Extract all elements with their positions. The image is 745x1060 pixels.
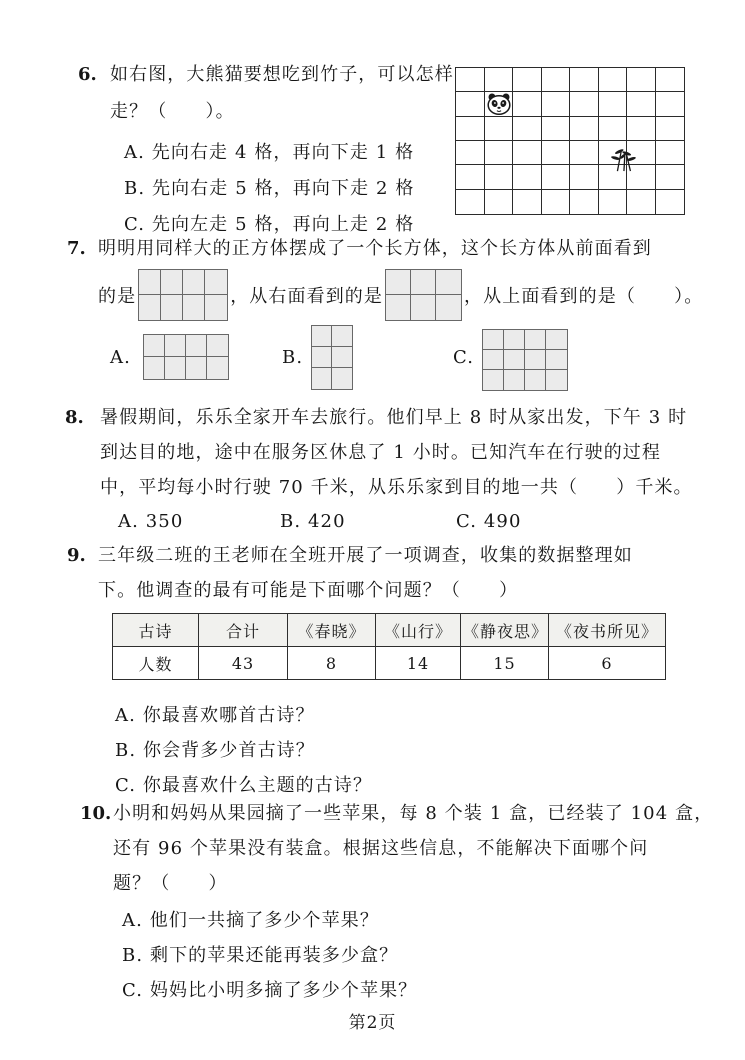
- grid-cell: [504, 330, 525, 350]
- grid-cell: [627, 92, 656, 116]
- question-6-option-b: B. 先向右走 5 格，再向下走 2 格: [124, 178, 415, 199]
- question-10-text-line-3: 题？（ ）: [113, 873, 228, 894]
- grid-cell: [627, 190, 656, 214]
- grid-cell: [570, 92, 599, 116]
- grid-cell: [656, 190, 685, 214]
- question-10-text-line-1: 小明和妈妈从果园摘了一些苹果，每 8 个装 1 盒，已经装了 104 盒，: [113, 803, 714, 824]
- grid-cell: [436, 270, 461, 295]
- question-7-option-c-label: C.: [453, 347, 475, 368]
- right-view-shape: [385, 269, 462, 321]
- grid-cell: [599, 92, 628, 116]
- question-6-text-line-1: 如右图，大熊猫要想吃到竹子，可以怎样: [110, 64, 454, 85]
- question-7-text-line-2: [98, 266, 703, 324]
- question-10-option-a: A. 他们一共摘了多少个苹果？: [122, 910, 379, 931]
- grid-cell: [599, 68, 628, 92]
- grid-cell: [456, 117, 485, 141]
- table-header-cell: 合计: [199, 614, 288, 647]
- question-10-option-b: B. 剩下的苹果还能再装多少盒？: [122, 945, 399, 966]
- table-header-row: [113, 614, 666, 647]
- grid-cell: [183, 270, 205, 295]
- grid-cell: [599, 190, 628, 214]
- table-header-cell: 《静夜思》: [461, 614, 549, 647]
- grid-cell: [332, 347, 352, 368]
- grid-cell: [312, 326, 332, 347]
- grid-cell: [485, 117, 514, 141]
- option-b-shape: [311, 325, 353, 390]
- question-8-text-line-1: 暑假期间，乐乐全家开车去旅行。他们早上 8 时从家出发，下午 3 时: [100, 407, 688, 428]
- grid-cell: [542, 165, 571, 189]
- table-data-row: [113, 647, 666, 680]
- grid-cell: [456, 190, 485, 214]
- grid-cell: [570, 68, 599, 92]
- grid-cell: [139, 295, 161, 320]
- question-9-text-line-1: 三年级二班的王老师在全班开展了一项调查，收集的数据整理如: [98, 545, 633, 566]
- question-6-option-a: A. 先向右走 4 格，再向下走 1 格: [124, 142, 415, 163]
- grid-cell: [186, 357, 207, 379]
- question-8-number: 8.: [65, 407, 84, 428]
- table-cell: 14: [376, 647, 461, 680]
- grid-cell: [456, 141, 485, 165]
- grid-cell: [542, 92, 571, 116]
- question-8-option-b: B. 420: [280, 511, 346, 532]
- grid-cell: [161, 295, 183, 320]
- grid-cell: [207, 357, 228, 379]
- grid-cell: [411, 295, 436, 320]
- question-7-option-b-label: B.: [282, 347, 304, 368]
- grid-cell: [656, 141, 685, 165]
- table-cell: 15: [461, 647, 549, 680]
- grid-cell: [139, 270, 161, 295]
- question-7-option-a-label: A.: [110, 347, 131, 368]
- question-6-number: 6.: [78, 64, 97, 85]
- grid-cell: [542, 68, 571, 92]
- grid-cell: [513, 165, 542, 189]
- grid-cell: [456, 165, 485, 189]
- grid-cell: [546, 330, 567, 350]
- grid-cell: [599, 117, 628, 141]
- table-header-cell: 《夜书所见》: [549, 614, 666, 647]
- grid-cell: [485, 190, 514, 214]
- grid-cell: [483, 330, 504, 350]
- table-cell: 6: [549, 647, 666, 680]
- question-7-text-line-1: 明明用同样大的正方体摆成了一个长方体，这个长方体从前面看到: [98, 238, 652, 259]
- grid-cell: [205, 270, 227, 295]
- question-8-option-a: A. 350: [118, 511, 184, 532]
- grid-cell: [183, 295, 205, 320]
- grid-cell: [386, 295, 411, 320]
- survey-table: [112, 613, 666, 680]
- grid-cell: [485, 68, 514, 92]
- table-header-cell: 古诗: [113, 614, 199, 647]
- question-9-text-line-2: 下。他调查的最有可能是下面哪个问题？（ ）: [98, 580, 519, 601]
- grid-cell: [483, 350, 504, 370]
- grid-cell: [186, 335, 207, 357]
- grid-cell: [570, 165, 599, 189]
- question-8-option-c: C. 490: [456, 511, 522, 532]
- grid-cell: [165, 357, 186, 379]
- grid-cell: [436, 295, 461, 320]
- grid-cell: [411, 270, 436, 295]
- table-cell: 43: [199, 647, 288, 680]
- grid-cell: [546, 370, 567, 390]
- question-9-option-a: A. 你最喜欢哪首古诗？: [115, 705, 315, 726]
- grid-cell: [456, 68, 485, 92]
- grid-cell: [485, 141, 514, 165]
- grid-cell: [656, 117, 685, 141]
- table-cell: 8: [288, 647, 376, 680]
- grid-cell: [656, 68, 685, 92]
- grid-cell: [312, 368, 332, 389]
- grid-cell: [513, 190, 542, 214]
- grid-cell: [207, 335, 228, 357]
- question-10-option-c: C. 妈妈比小明多摘了多少个苹果？: [122, 980, 418, 1001]
- front-view-shape: [138, 269, 228, 321]
- grid-cell: [542, 190, 571, 214]
- grid-cell: [144, 357, 165, 379]
- bamboo-icon: [608, 146, 638, 172]
- grid-cell: [525, 370, 546, 390]
- grid-cell: [513, 92, 542, 116]
- grid-cell: [386, 270, 411, 295]
- grid-cell: [456, 92, 485, 116]
- grid-cell: [656, 165, 685, 189]
- question-7-line2-post: ，从上面看到的是（ ）。: [464, 286, 704, 307]
- question-8-text-line-3: 中，平均每小时行驶 70 千米，从乐乐家到目的地一共（ ）千米。: [100, 477, 693, 498]
- grid-cell: [627, 68, 656, 92]
- question-9-option-c: C. 你最喜欢什么主题的古诗？: [115, 775, 373, 796]
- option-a-shape: [143, 334, 229, 380]
- grid-cell: [205, 295, 227, 320]
- question-9-option-b: B. 你会背多少首古诗？: [115, 740, 315, 761]
- grid-cell: [144, 335, 165, 357]
- table-header-cell: 《春晓》: [288, 614, 376, 647]
- grid-cell: [504, 370, 525, 390]
- question-7-line2-mid: ，从右面看到的是: [230, 286, 384, 307]
- question-8-text-line-2: 到达目的地，途中在服务区休息了 1 小时。已知汽车在行驶的过程: [100, 442, 661, 463]
- grid-cell: [483, 370, 504, 390]
- grid-cell: [525, 330, 546, 350]
- route-grid: [455, 67, 685, 215]
- grid-cell: [161, 270, 183, 295]
- question-6-text-line-2: 走？（ ）。: [110, 101, 235, 122]
- question-6-option-c: C. 先向左走 5 格，再向上走 2 格: [124, 214, 415, 235]
- grid-cell: [656, 92, 685, 116]
- grid-cell: [570, 141, 599, 165]
- grid-cell: [570, 117, 599, 141]
- grid-cell: [332, 326, 352, 347]
- option-c-shape: [482, 329, 568, 391]
- table-cell: 人数: [113, 647, 199, 680]
- grid-cell: [485, 165, 514, 189]
- grid-cell: [570, 190, 599, 214]
- grid-cell: [504, 350, 525, 370]
- grid-cell: [542, 117, 571, 141]
- grid-cell: [513, 141, 542, 165]
- grid-cell: [525, 350, 546, 370]
- grid-cell: [165, 335, 186, 357]
- grid-cell: [542, 141, 571, 165]
- question-10-text-line-2: 还有 96 个苹果没有装盒。根据这些信息，不能解决下面哪个问: [113, 838, 649, 859]
- table-header-cell: 《山行》: [376, 614, 461, 647]
- grid-cell: [513, 117, 542, 141]
- grid-cell: [627, 117, 656, 141]
- grid-cell: [513, 68, 542, 92]
- page-number-footer: 第2页: [348, 1013, 397, 1033]
- grid-cell: [312, 347, 332, 368]
- panda-icon: [486, 92, 512, 116]
- grid-cell: [332, 368, 352, 389]
- grid-cell: [546, 350, 567, 370]
- question-7-line2-pre: 的是: [98, 286, 137, 307]
- question-10-number: 10.: [80, 803, 112, 824]
- question-7-number: 7.: [67, 238, 86, 259]
- question-9-number: 9.: [67, 545, 86, 566]
